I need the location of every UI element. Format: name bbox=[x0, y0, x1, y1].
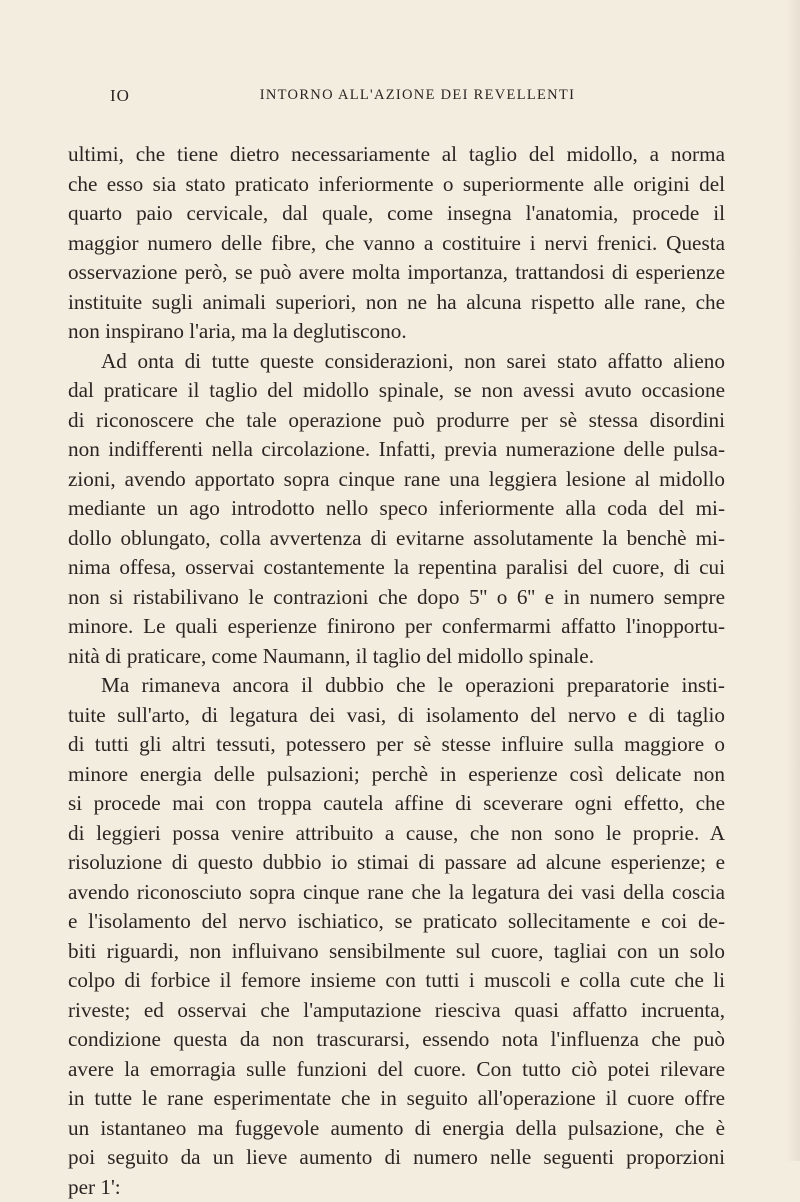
text-line: colpo di forbice il femore insieme con tutti i muscoli e colla cute che li bbox=[68, 966, 725, 996]
text-line: dollo oblungato, colla avvertenza di evitarne assolutamente la benchè mi- bbox=[68, 524, 725, 554]
page-edge-shadow bbox=[786, 0, 800, 1161]
paragraph bbox=[68, 347, 725, 672]
text-line: avere la emorragia sulle funzioni del cuore. Con tutto ciò potei rilevare bbox=[68, 1055, 725, 1085]
text-line: si procede mai con troppa cautela affine di sceverare ogni effetto, che bbox=[68, 789, 725, 819]
running-title: INTORNO ALL'AZIONE DEI REVELLENTI bbox=[110, 87, 725, 104]
text-line: nima offesa, osservai costantemente la repentina paralisi del cuore, di cui bbox=[68, 553, 725, 583]
text-line: quarto paio cervicale, dal quale, come insegna l'anatomia, procede il bbox=[68, 199, 725, 229]
text-line: Ad onta di tutte queste considerazioni, non sarei stato affatto alieno bbox=[68, 347, 725, 377]
text-line: osservazione però, se può avere molta importanza, trattandosi di esperienze bbox=[68, 258, 725, 288]
page-number: IO bbox=[110, 86, 130, 106]
text-line: e l'isolamento del nervo ischiatico, se praticato sollecitamente e coi de- bbox=[68, 907, 725, 937]
text-line: minore. Le quali esperienze finirono per confermarmi affatto l'inopportu- bbox=[68, 612, 725, 642]
text-line: per 1': bbox=[68, 1173, 725, 1202]
text-line: in tutte le rane esperimentate che in seguito all'operazione il cuore offre bbox=[68, 1084, 725, 1114]
paragraph bbox=[68, 671, 725, 1202]
text-line: biti riguardi, non influivano sensibilmente sul cuore, tagliai con un solo bbox=[68, 937, 725, 967]
text-line: maggior numero delle fibre, che vanno a costituire i nervi frenici. Questa bbox=[68, 229, 725, 259]
text-line: di tutti gli altri tessuti, potessero per sè stesse influire sulla maggiore o bbox=[68, 730, 725, 760]
text-line: non inspirano l'aria, ma la deglutiscono. bbox=[68, 317, 725, 347]
text-line: tuite sull'arto, di legatura dei vasi, di isolamento del nervo e di taglio bbox=[68, 701, 725, 731]
text-line: instituite sugli animali superiori, non ne ha alcuna rispetto alle rane, che bbox=[68, 288, 725, 318]
text-line: condizione questa da non trascurarsi, essendo nota l'influenza che può bbox=[68, 1025, 725, 1055]
body-text bbox=[68, 140, 725, 1202]
text-line: poi seguito da un lieve aumento di numero nelle seguenti proporzioni bbox=[68, 1143, 725, 1173]
text-line: dal praticare il taglio del midollo spinale, se non avessi avuto occasione bbox=[68, 376, 725, 406]
text-line: che esso sia stato praticato inferiormente o superiormente alle origini del bbox=[68, 170, 725, 200]
text-line: Ma rimaneva ancora il dubbio che le operazioni preparatorie insti- bbox=[68, 671, 725, 701]
text-line: avendo riconosciuto sopra cinque rane che la legatura dei vasi della coscia bbox=[68, 878, 725, 908]
text-line: risoluzione di questo dubbio io stimai di passare ad alcune esperienze; e bbox=[68, 848, 725, 878]
page-header bbox=[110, 86, 725, 108]
text-line: nità di praticare, come Naumann, il taglio del midollo spinale. bbox=[68, 642, 725, 672]
text-line: zioni, avendo apportato sopra cinque rane una leggiera lesione al midollo bbox=[68, 465, 725, 495]
text-line: mediante un ago introdotto nello speco inferiormente alla coda del mi- bbox=[68, 494, 725, 524]
text-line: minore energia delle pulsazioni; perchè in esperienze così delicate non bbox=[68, 760, 725, 790]
text-line: non si ristabilivano le contrazioni che dopo 5'' o 6'' e in numero sempre bbox=[68, 583, 725, 613]
text-line: riveste; ed osservai che l'amputazione riesciva quasi affatto incruenta, bbox=[68, 996, 725, 1026]
text-line: un istantaneo ma fuggevole aumento di energia della pulsazione, che è bbox=[68, 1114, 725, 1144]
text-line: ultimi, che tiene dietro necessariamente al taglio del midollo, a norma bbox=[68, 140, 725, 170]
text-line: di riconoscere che tale operazione può produrre per sè stessa disordini bbox=[68, 406, 725, 436]
text-line: non indifferenti nella circolazione. Infatti, previa numerazione delle pulsa- bbox=[68, 435, 725, 465]
paragraph bbox=[68, 140, 725, 347]
text-line: di leggieri possa venire attribuito a cause, che non sono le proprie. A bbox=[68, 819, 725, 849]
